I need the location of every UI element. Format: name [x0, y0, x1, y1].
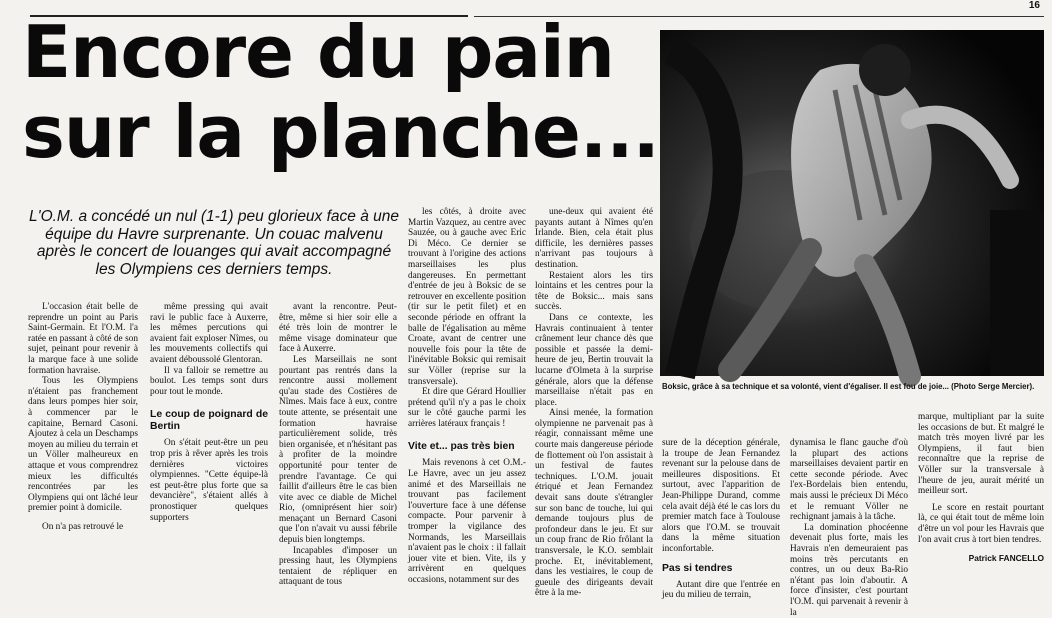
article-column-1	[28, 302, 138, 582]
paragraph: même pressing qui avait ravi le public face à Auxerre, les mêmes percutions qui avaient fait exploser Nîmes, ou les mouvements collectifs qui avaient déboussolé Glentoran.	[150, 302, 268, 365]
paragraph: Autant dire que l'entrée en jeu du milieu de terrain,	[662, 579, 780, 601]
paragraph: avant la rencontre. Peut-être, même si hier soir elle a été très loin de montrer le même visage dominateur que face à Auxerre.	[279, 302, 397, 355]
paragraph: Et dire que Gérard Houllier prétend qu'il n'y a pas le choix sur le côté gauche parmi les arrières latéraux français !	[408, 387, 526, 429]
section-heading: Pas si tendres	[662, 562, 733, 574]
paragraph: Dans ce contexte, les Havrais continuaient à tenter crânement leur chance dès que possible et passée la demi-heure de jeu, Bertin trouvait la lucarne d'Olmeta à la surprise générale, alors que la défense marseillaise n'était pas en place.	[535, 312, 653, 408]
paragraph: dynamisa le flanc gauche d'où la plupart des actions marseillaises devaient partir en cette seconde période. Avec l'ex-Bordelais bien entendu, mais aussi le précieux Di Méco et le remuant Völler ne rechignant jamais à la tâche.	[790, 438, 908, 523]
football-action-photo-icon	[660, 30, 1044, 376]
paragraph: L'occasion était belle de reprendre un point au Paris Saint-Germain. Et l'O.M. l'a ratée en passant à côté de son sujet, peinant pour revenir à la marque face à une solide formation havraise.	[28, 302, 138, 376]
article-column-3	[279, 302, 397, 588]
headline: Encore du pain sur la planche...	[22, 10, 659, 174]
paragraph: Restaient alors les tirs lointains et les centres pour la tête de Boksic... mais sans succès.	[535, 270, 653, 313]
article-column-7	[790, 438, 908, 618]
article-column-6	[662, 438, 780, 601]
paragraph: les côtés, à droite avec Martin Vazquez, au centre avec Sauzée, ou à gauche avec Eric Di Méco. Ce dernier se trouvant à l'origine des actions marseillaises les plus dangereuses. En permettant d'entrée de jeu à Boksic de se retrouver en excellente position (tir sur le petit filet) et en seconde période en offrant la balle de l'égalisation au même Croate, avant de centrer une nouvelle fois pour la tête de l'inévitable Boksic qui remisait sur Völler (reprise sur la transversale).	[408, 207, 526, 387]
paragraph: Mais revenons à cet O.M.-Le Havre, avec un jeu assez animé et des Marseillais ne trouvant pas facilement l'ouverture face à une défense compacte. Pour parvenir à tromper la vigilance des Normands, les Marseillais n'avaient pas le choix : il fallait jouer vite et bien. Vite, ils y arrivèrent en quelques occasions, notamment sur des	[408, 458, 526, 585]
photo-caption: Boksic, grâce à sa technique et sa volonté, vient d'égaliser. Il est fou de joie... (Photo Serge Mercier).	[662, 382, 1035, 391]
article-column-4	[408, 207, 526, 584]
paragraph: La domination phocéenne devenait plus forte, mais les Havrais n'en demeuraient pas moins très percutants en contres, un ou deux Ba-Rio n'étant pas loin d'aboutir. A force d'insister, c'est pourtant l'O.M. qui parvenait à revenir à la	[790, 522, 908, 618]
paragraph: Le score en restait pourtant là, ce qui était tout de même loin d'être un vol pour les Havrais que l'on avait crus à tort bien tendres.	[918, 502, 1044, 545]
section-heading: Le coup de poignard de Bertin	[150, 409, 268, 433]
intro-paragraph: L'O.M. a concédé un nul (1-1) peu glorieux face à une équipe du Havre surprenante. Un couac malvenu après le concert de louanges qui avait accompagné les Olympiens ces derniers temps.	[28, 208, 400, 278]
paragraph: une-deux qui avaient été payants autant à Nîmes qu'en Irlande. Bien, cela était plus difficile, les dernières passes n'arrivant pas toujours à destination.	[535, 207, 653, 270]
section-heading: Vite et... pas très bien	[408, 441, 515, 453]
paragraph: marque, multipliant par la suite les occasions de but. Et malgré le match très moyen livré par les Olympiens, il faut bien reconnaître que la reprise de Völler sur la transversale à l'heure de jeu, aurait mérité un meilleur sort.	[918, 412, 1044, 497]
paragraph: sure de la déception générale, la troupe de Jean Fernandez revenant sur la pelouse dans de meilleures dispositions. Et surtout, avec l'apparition de Jean-Philippe Durand, comme cela avait déjà été le cas lors du premier match face à Toulouse alors que l'O.M. se trouvait dans la même situation inconfortable.	[662, 438, 780, 554]
paragraph: Tous les Olympiens n'étaient pas franchement dans leurs pompes hier soir, à commencer par le capitaine, Bernard Casoni. Ajoutez à cela un Deschamps moyen au milieu du terrain et un Völler malheureux en attaque et vous comprendrez mieux les difficultés rencontrées par les Olympiens qui ont lâché leur premier point à domicile.	[28, 376, 138, 514]
paragraph: On n'a pas retrouvé le	[42, 521, 124, 532]
article-column-8	[918, 386, 1044, 582]
paragraph: Incapables d'imposer un pressing haut, les Olympiens tentaient de répliquer en attaquant de tous	[279, 545, 397, 588]
page-number: 16	[1028, 0, 1040, 11]
paragraph: Il va falloir se remettre au boulot. Les temps sont durs pour tout le monde.	[150, 365, 268, 397]
article-column-5	[535, 207, 653, 599]
paragraph: Ainsi menée, la formation olympienne ne parvenait pas à réagir, connaissant même une courte mais dangereuse période de flottement où l'on assistait à un festival de fautes techniques. L'O.M. jouait étriqué et Jean Fernandez devait sans doute s'étrangler sur son banc de touche, lui qui demande toujours plus de profondeur dans le jeu. Et sur un coup franc de Rio frôlant la transversale, le K.O. semblait proche. Et, inévitablement, dans les vestiaires, le coup de gueule des dirigeants devait être à la me-	[535, 408, 653, 599]
author-signature: Patrick FANCELLO	[968, 553, 1044, 564]
paragraph: On s'était peut-être un peu trop pris à rêver après les trois dernières victoires olympiennes. "Cette équipe-là est peut-être plus forte que sa devancière", s'étaient allés à pronostiquer quelques supporters	[150, 438, 268, 523]
paragraph: Les Marseillais ne sont pourtant pas rentrés dans la rencontre aussi mollement qu'au stade des Costières de Nîmes. Mais face à eux, contre toute attente, se présentait une formation havraise particulièrement solide, très bien organisée, et n'hésitant pas à profiter de la moindre opportunité pour tenter de prendre l'avantage. Ce qui faillit d'ailleurs être le cas bien vite avec ce diable de Michel Rio, (omniprésent hier soir) menaçant un Bernard Casoni que l'on n'avait vu aussi fébrile depuis bien longtemps.	[279, 354, 397, 546]
article-column-2	[150, 302, 268, 582]
